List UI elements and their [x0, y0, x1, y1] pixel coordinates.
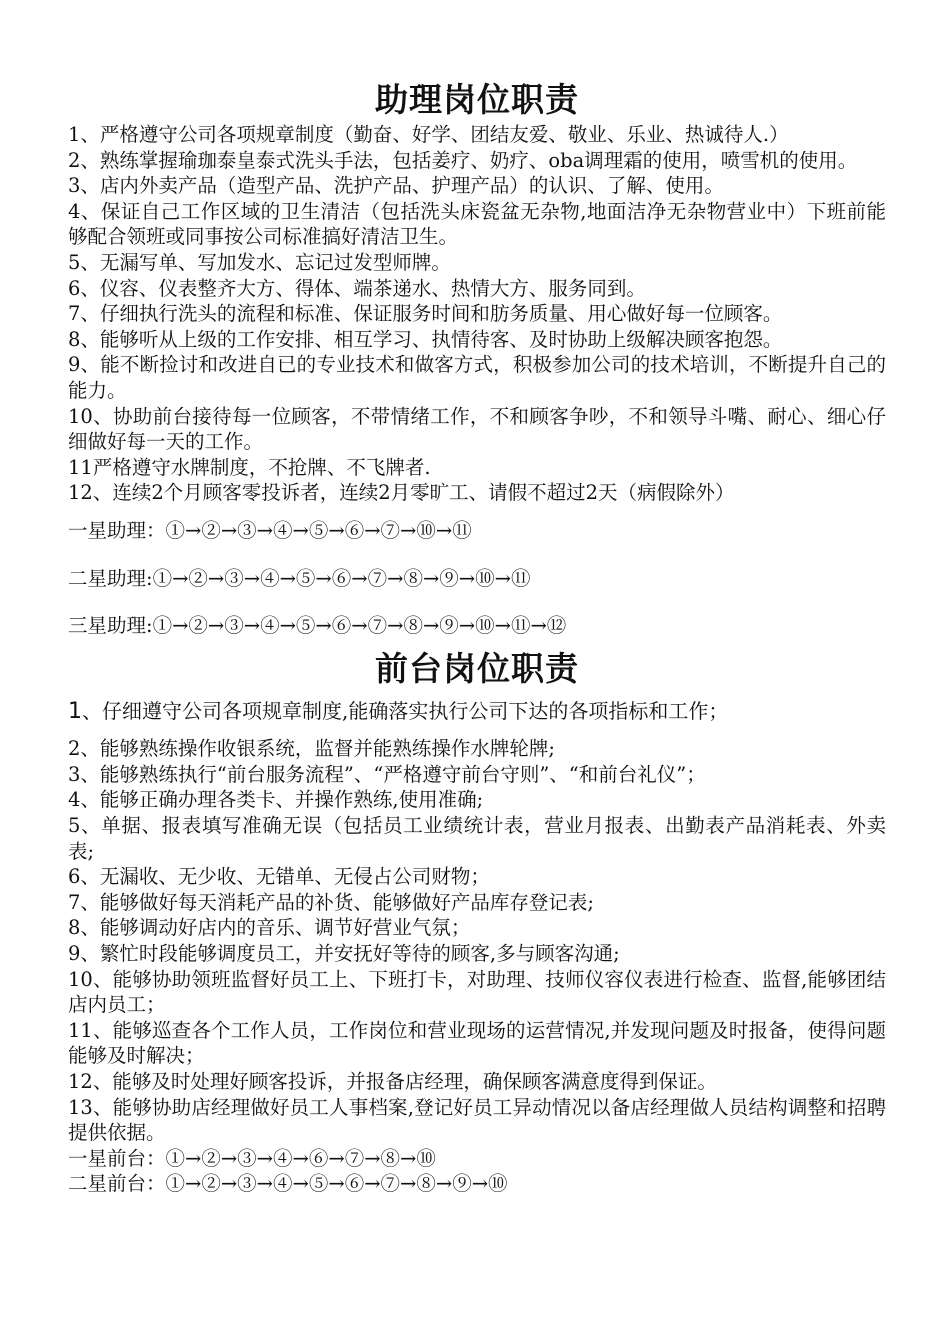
front-desk-duty-text: 、仔细遵守公司各项规章制度,能确落实执行公司下达的各项指标和工作； — [82, 698, 729, 723]
assistant-level-two-star: 二星助理:①→②→③→④→⑤→⑥→⑦→⑧→⑨→⑩→⑪ — [68, 566, 531, 590]
front-desk-duty-item: 3、能够熟练执行“前台服务流程”、“严格遵守前台守则”、“和前台礼仪”； — [68, 762, 706, 786]
assistant-level-one-star: 一星助理：①→②→③→④→⑤→⑥→⑦→⑩→⑪ — [68, 518, 472, 542]
assistant-duty-item: 10、协助前台接待每一位顾客，不带情绪工作，不和顾客争吵，不和领导斗嘴、耐心、细心仔细做好每一天的工作。 — [68, 404, 886, 454]
front-desk-duty-number: 1 — [68, 698, 82, 724]
front-desk-duty-item: 8、能够调动好店内的音乐、调节好营业气氛； — [68, 916, 471, 940]
assistant-duty-item: 3、店内外卖产品（造型产品、洗护产品、护理产品）的认识、了解、使用。 — [68, 174, 724, 198]
assistant-duty-item: 12、连续2个月顾客零投诉者，连续2月零旷工、请假不超过2天（病假除外） — [68, 481, 735, 505]
document-page — [68, 78, 886, 1197]
front-desk-duty-item: 7、能够做好每天消耗产品的补货、能够做好产品库存登记表; — [68, 890, 594, 914]
front-desk-duty-item: 11、能够巡查各个工作人员，工作岗位和营业现场的运营情况,并发现问题及时报备，使得问题能够及时解决； — [68, 1018, 886, 1068]
assistant-duty-item: 5、无漏写单、写加发水、忘记过发型师牌。 — [68, 250, 451, 274]
assistant-duty-item: 2、熟练掌握瑜珈泰皇泰式洗头手法，包括姜疗、奶疗、oba调理霜的使用，喷雪机的使用。 — [68, 148, 858, 172]
front-desk-level-two-star: 二星前台：①→②→③→④→⑤→⑥→⑦→⑧→⑨→⑩ — [68, 1172, 508, 1196]
front-desk-level-one-star: 一星前台：①→②→③→④→⑥→⑦→⑧→⑩ — [68, 1146, 436, 1170]
front-desk-duty-item: 10、能够协助领班监督好员工上、下班打卡，对助理、技师仪容仪表进行检查、监督,能够团结店内员工； — [68, 967, 886, 1017]
assistant-level-three-star: 三星助理:①→②→③→④→⑤→⑥→⑦→⑧→⑨→⑩→⑪→⑫ — [68, 614, 567, 638]
front-desk-duty-item: 4、能够正确办理各类卡、并操作熟练,使用准确; — [68, 788, 484, 812]
assistant-duty-item: 7、仔细执行洗头的流程和标准、保证服务时间和肪务质量、用心做好每一位顾客。 — [68, 302, 783, 326]
assistant-duties-title: 助理岗位职责 — [375, 80, 579, 119]
front-desk-duty-item: 12、能够及时处理好顾客投诉，并报备店经理，确保顾客满意度得到保证。 — [68, 1070, 717, 1093]
assistant-duty-item: 6、仪容、仪表整齐大方、得体、端茶递水、热情大方、服务同到。 — [68, 276, 646, 300]
assistant-duty-item: 1、严格遵守公司各项规章制度（勤奋、好学、团结友爱、敬业、乐业、热诚待人.） — [68, 123, 789, 146]
assistant-duty-item: 4、保证自己工作区域的卫生清洁（包括洗头床瓷盆无杂物,地面洁净无杂物营业中）下班前能够配合领班或同事按公司标准搞好清洁卫生。 — [68, 199, 886, 249]
front-desk-duty-item: 6、无漏收、无少收、无错单、无侵占公司财物； — [68, 865, 490, 889]
front-desk-duty-item: 5、单据、报表填写准确无误（包括员工业绩统计表，营业月报表、出勤表产品消耗表、外卖表; — [68, 814, 886, 863]
front-desk-duty-item: 2、能够熟练操作收银系统，监督并能熟练操作水牌轮牌; — [68, 737, 555, 761]
front-desk-duties-list — [68, 736, 886, 1146]
assistant-duty-item: 8、能够听从上级的工作安排、相互学习、执情待客、及时协助上级解决顾客抱怨。 — [68, 327, 783, 351]
front-desk-duties-title: 前台岗位职责 — [375, 648, 579, 688]
assistant-duty-item: 11严格遵守水牌制度，不抢牌、不飞牌者. — [68, 455, 431, 479]
assistant-duty-item: 9、能不断捡讨和改进自已的专业技术和做客方式，积极参加公司的技术培训，不断提升自己的能力。 — [68, 353, 886, 402]
front-desk-duty-item: 13、能够协助店经理做好员工人事档案,登记好员工异动情况以备店经理做人员结构调整和招聘提供依据。 — [68, 1095, 886, 1145]
front-desk-duty-item: 9、繁忙时段能够调度员工，并安抚好等待的顾客,多与顾客沟通; — [68, 942, 620, 966]
front-desk-duty-item-first — [68, 699, 886, 725]
assistant-duties-list — [68, 122, 886, 506]
